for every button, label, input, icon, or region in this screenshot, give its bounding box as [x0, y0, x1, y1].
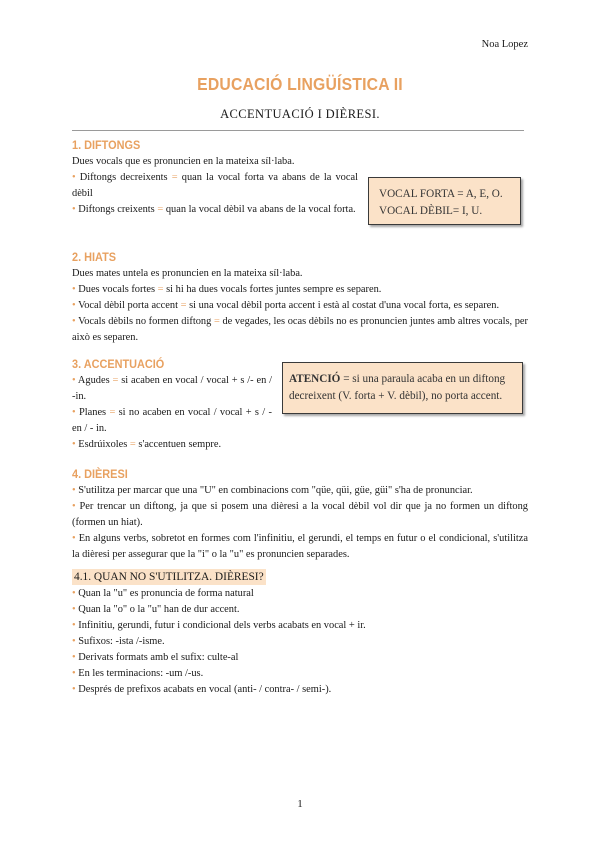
bullet-icon: • — [72, 636, 76, 647]
section-dieresi — [72, 465, 528, 698]
list-item: • Quan la "u" es pronuncia de forma natural — [72, 588, 254, 599]
hiats-intro: Dues mates untela es pronuncien en la mateixa síl·laba. — [72, 268, 303, 279]
subsection-heading-4-1: 4.1. QUAN NO S'UTILITZA. DIÈRESI? — [74, 571, 264, 583]
bullet-icon: • — [72, 684, 76, 695]
section-heading-hiats: 2. HIATS — [72, 250, 117, 264]
list-item: • Vocal dèbil porta accent = si una vocal dèbil porta accent i està al costat d'una vocal forta, es separen. — [72, 300, 500, 311]
attention-note-box: ATENCIÓ = si una paraula acaba en un diftong decreixent (V. forta + V. dèbil), no porta accent. — [282, 362, 523, 414]
list-item: • Agudes = si acaben en vocal / vocal + s /- en / -in. — [72, 375, 272, 402]
page-number: 1 — [297, 798, 303, 810]
bullet-icon: • — [72, 300, 76, 311]
bullet-icon: • — [72, 407, 76, 418]
list-item: • Dues vocals fortes = si hi ha dues vocals fortes juntes sempre es separen. — [72, 284, 382, 295]
list-item: • Per trencar un diftong, ja que si posem una dièresi a la vocal dèbil vol dir que ja no formen un diftong (formen un hiat). — [72, 501, 529, 528]
section-diftongs — [72, 136, 528, 241]
author-name: Noa Lopez — [481, 39, 528, 50]
title-divider — [72, 130, 524, 131]
list-item: • Després de prefixos acabats en vocal (anti- / contra- / semi-). — [72, 684, 332, 695]
bullet-icon: • — [72, 604, 76, 615]
section-hiats — [72, 248, 528, 346]
list-item: • Vocals dèbils no formen diftong = de vegades, les ocas dèbils no es pronuncien juntes amb altres vocals, per això es separen. — [72, 316, 528, 343]
list-item: • S'utilitza per marcar que una "U" en combinacions com "qüe, qüi, güe, güi" s'ha de pronunciar. — [72, 485, 473, 496]
list-item: • En alguns verbs, sobretot en formes com l'infinitiu, el gerundi, el temps en futur o el condicional, s'utilitza la dièresi per assegurar que la "i" o la "u" es pronuncien separades. — [72, 533, 528, 560]
attention-label: ATENCIÓ — [289, 373, 341, 385]
bullet-icon: • — [72, 533, 76, 544]
bullet-icon: • — [72, 316, 76, 327]
list-item: • En les terminacions: -um /-us. — [72, 668, 204, 679]
diftongs-intro: Dues vocals que es pronuncien en la mateixa síl·laba. — [72, 156, 295, 167]
section-heading-diftongs: 1. DIFTONGS — [72, 138, 141, 152]
bullet-icon: • — [72, 620, 76, 631]
list-item: • Sufixos: -ista /-isme. — [72, 636, 165, 647]
page-title: EDUCACIÓ LINGÜÍSTICA II — [197, 74, 403, 94]
bullet-icon: • — [72, 652, 76, 663]
list-item: • Quan la "o" o la "u" han de dur accent. — [72, 604, 240, 615]
document-body — [72, 136, 528, 698]
bullet-icon: • — [72, 284, 76, 295]
page-subtitle: ACCENTUACIÓ I DIÈRESI. — [220, 107, 380, 121]
section-heading-dieresi: 4. DIÈRESI — [72, 467, 128, 481]
bullet-icon: • — [72, 204, 76, 215]
bullet-icon: • — [72, 485, 76, 496]
section-accentuacio — [72, 355, 528, 457]
section-heading-accentuacio: 3. ACCENTUACIÓ — [72, 357, 165, 371]
list-item: • Diftongs decreixents = quan la vocal forta va abans de la vocal dèbil — [72, 172, 358, 199]
list-item: • Planes = si no acaben en vocal / vocal + s / - en / - in. — [72, 407, 272, 434]
bullet-icon: • — [72, 439, 76, 450]
bullet-icon: • — [72, 668, 76, 679]
bullet-icon: • — [72, 375, 76, 386]
bullet-icon: • — [72, 172, 76, 183]
list-item: • Infinitiu, gerundi, futur i condicional dels verbs acabats en vocal + ir. — [72, 620, 366, 631]
list-item: • Esdrúixoles = s'accentuen sempre. — [72, 439, 222, 450]
bullet-icon: • — [72, 501, 76, 512]
bullet-icon: • — [72, 588, 76, 599]
list-item: • Derivats formats amb el sufix: culte-al — [72, 652, 239, 663]
vowel-note-box: VOCAL FORTA = A, E, O. VOCAL DÈBIL= I, U. — [368, 177, 521, 225]
list-item: • Diftongs creixents = quan la vocal dèbil va abans de la vocal forta. — [72, 204, 356, 215]
